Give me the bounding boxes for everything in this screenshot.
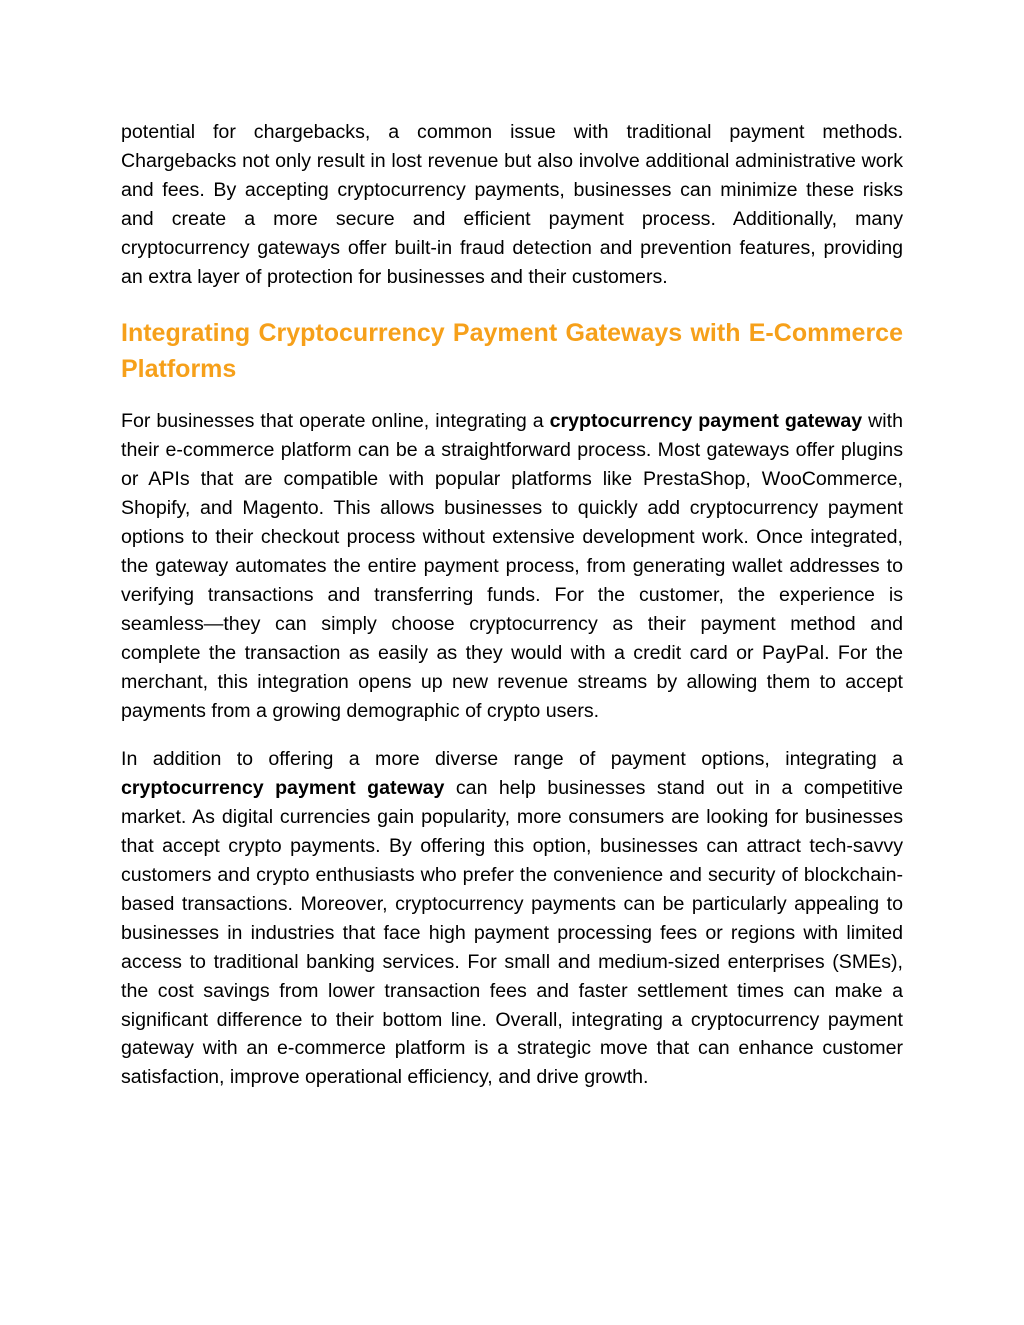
bold-keyword: cryptocurrency payment gateway	[549, 410, 863, 433]
section-heading: Integrating Cryptocurrency Payment Gateways with E-Commerce Platforms	[121, 319, 903, 383]
paragraph-chargebacks: potential for chargebacks, a common issue with traditional payment methods. Chargebacks not only result in lost revenue but also involve additional administrative work and fees. By accepting cryptocurrency payments, businesses can minimize these risks and create a more secure and efficient payment process. Additionally, many cryptocurrency gateways offer built-in fraud detection and prevention features, providing an extra layer of protection for businesses and their customers.	[121, 121, 903, 288]
paragraph-text: For businesses that operate online, integrating a	[121, 410, 550, 433]
paragraph-competitive-advantage	[121, 745, 903, 1092]
paragraph-text: can help businesses stand out in a competitive market. As digital currencies gain popularity, more consumers are looking for businesses that accept crypto payments. By offering this option, businesses can attract tech-savvy customers and crypto enthusiasts who prefer the convenience and security of blockchain-based transactions. Moreover, cryptocurrency payments can be particularly appealing to businesses in industries that face high payment processing fees or regions with limited access to traditional banking services. For small and medium-sized enterprises (SMEs), the cost savings from lower transaction fees and faster settlement times can make a significant difference to their bottom line. Overall, integrating a cryptocurrency payment gateway with an e-commerce platform is a strategic move that can enhance customer satisfaction, improve operational efficiency, and drive growth.	[121, 777, 903, 1089]
document-page	[121, 118, 903, 1092]
bold-keyword: cryptocurrency payment gateway	[121, 777, 445, 800]
paragraph-integration	[121, 407, 903, 725]
paragraph-text: with their e-commerce platform can be a straightforward process. Most gateways offer plugins or APIs that are compatible with popular platforms like PrestaShop, WooCommerce, Shopify, and Magento. This allows businesses to quickly add cryptocurrency payment options to their checkout process without extensive development work. Once integrated, the gateway automates the entire payment process, from generating wallet addresses to verifying transactions and transferring funds. For the customer, the experience is seamless—they can simply choose cryptocurrency as their payment method and complete the transaction as easily as they would with a credit card or PayPal. For the merchant, this integration opens up new revenue streams by allowing them to accept payments from a growing demographic of crypto users.	[121, 410, 904, 722]
paragraph-text: In addition to offering a more diverse range of payment options, integrating a	[121, 748, 903, 771]
